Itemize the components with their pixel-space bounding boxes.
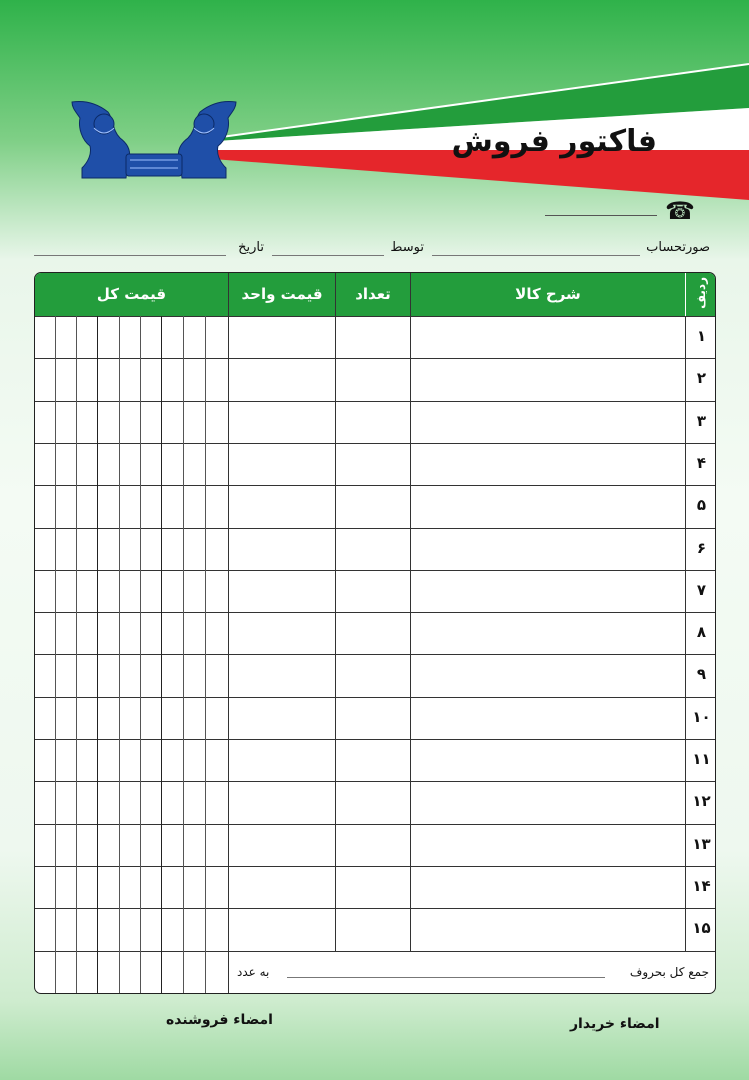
- sum-in-words-field[interactable]: [287, 977, 605, 978]
- date-label: تاریخ: [238, 240, 264, 255]
- row-divider: [35, 781, 715, 782]
- by-field[interactable]: [272, 255, 384, 256]
- row-number: ۴: [696, 453, 707, 472]
- row-number: ۱۵: [692, 919, 711, 938]
- total-price-subdivider: [161, 316, 162, 994]
- col-divider: [228, 273, 229, 994]
- row-divider: [35, 951, 715, 952]
- row-divider: [35, 570, 715, 571]
- row-divider: [35, 358, 715, 359]
- row-number: ۱۴: [692, 876, 711, 895]
- account-label: صورتحساب: [646, 240, 710, 255]
- row-number: ۹: [696, 665, 707, 684]
- row-number: ۱۱: [692, 750, 711, 768]
- row-divider: [35, 908, 715, 909]
- row-divider: [35, 612, 715, 613]
- row-divider: [35, 824, 715, 825]
- col-quantity-header: تعداد: [355, 285, 391, 303]
- invoice-title: فاکتور فروش: [451, 124, 657, 159]
- row-divider: [35, 401, 715, 402]
- row-divider: [35, 654, 715, 655]
- col-divider: [335, 273, 336, 951]
- total-price-subdivider: [183, 316, 184, 994]
- invoice-table: [34, 272, 716, 994]
- account-field[interactable]: [432, 255, 640, 256]
- row-number: ۱۰: [692, 707, 711, 726]
- row-divider: [35, 739, 715, 740]
- row-number: ۷: [696, 580, 707, 599]
- row-number: ۸: [696, 623, 707, 642]
- row-number: ۲: [696, 369, 707, 388]
- date-field[interactable]: [34, 255, 226, 256]
- by-label: توسط: [390, 240, 424, 255]
- row-divider: [35, 528, 715, 529]
- total-price-subdivider: [55, 316, 56, 994]
- persian-lamassu-logo-icon: [68, 98, 240, 182]
- row-number: ۶: [696, 538, 707, 557]
- sum-in-words-label: جمع کل بحروف: [629, 965, 709, 979]
- row-number: ۵: [696, 496, 707, 515]
- phone-icon: ☎: [665, 197, 695, 225]
- col-description-header: شرح کالا: [515, 285, 581, 303]
- row-number: ۳: [696, 411, 707, 430]
- total-price-subdivider: [97, 316, 98, 994]
- in-numbers-label: به عدد: [237, 965, 270, 979]
- col-row-header: ردیف: [693, 277, 708, 309]
- total-price-subdivider: [119, 316, 120, 994]
- header-row-divider: [685, 273, 686, 316]
- total-price-subdivider: [205, 316, 206, 994]
- row-number: ۱۲: [692, 792, 711, 811]
- col-unit-price-header: قیمت واحد: [241, 285, 323, 303]
- buyer-signature-label: امضاء خریدار: [570, 1016, 660, 1032]
- row-divider: [35, 866, 715, 867]
- header-divider: [35, 316, 715, 317]
- col-total-price-header: قیمت کل: [96, 285, 167, 303]
- col-divider: [685, 273, 686, 951]
- row-divider: [35, 485, 715, 486]
- col-divider: [410, 273, 411, 951]
- invoice-meta: [34, 236, 710, 258]
- phone-field-line[interactable]: [545, 215, 657, 216]
- row-divider: [35, 697, 715, 698]
- total-price-subdivider: [76, 316, 77, 994]
- seller-signature-label: امضاء فروشنده: [166, 1012, 273, 1028]
- total-price-subdivider: [140, 316, 141, 994]
- row-divider: [35, 443, 715, 444]
- row-number: ۱: [696, 327, 707, 345]
- row-number: ۱۳: [692, 834, 711, 853]
